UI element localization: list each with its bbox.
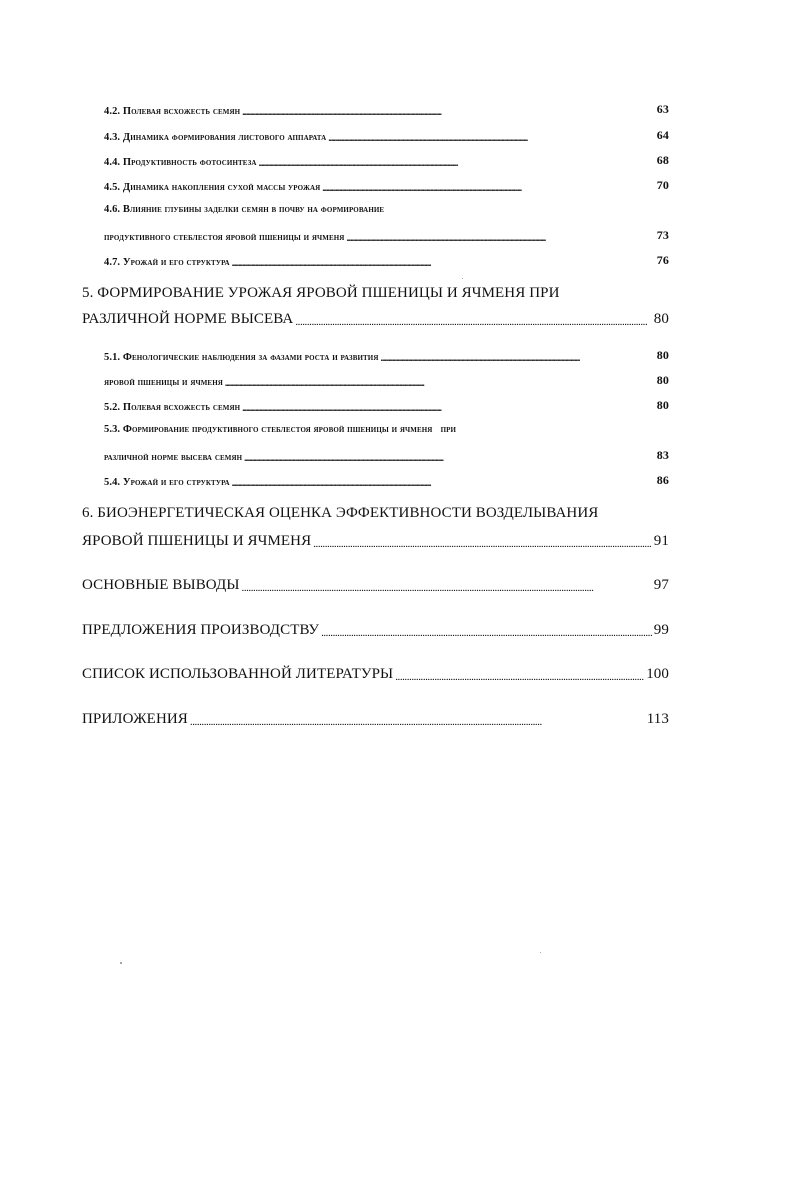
dot-leader xyxy=(190,716,645,728)
dot-leader xyxy=(242,403,655,413)
toc-chapter-5-line1[interactable]: 5. ФОРМИРОВАНИЕ УРОЖАЯ ЯРОВОЙ ПШЕНИЦЫ И ЯЧМЕНЯ ПРИ xyxy=(82,285,560,301)
toc-entry-5-2[interactable] xyxy=(0,398,669,413)
dot-leader xyxy=(242,582,652,594)
toc-entry-page: 83 xyxy=(656,448,669,462)
toc-chapter-5[interactable] xyxy=(0,311,669,328)
toc-entry-title: 5.2. Полевая всхожесть семян xyxy=(104,402,241,413)
scan-speck xyxy=(540,952,541,953)
toc-entry-title: ПРЕДЛОЖЕНИЯ ПРОИЗВОДСТВУ xyxy=(82,622,320,638)
dot-leader xyxy=(244,453,655,463)
toc-entry-title: 5.4. Урожай и его структура xyxy=(104,477,230,488)
toc-entry-4-6[interactable] xyxy=(0,228,669,243)
toc-entry-page: 99 xyxy=(653,622,669,638)
toc-entry-title: ПРИЛОЖЕНИЯ xyxy=(82,711,188,727)
toc-entry-4-5[interactable] xyxy=(0,178,669,193)
dot-leader xyxy=(232,478,655,488)
scan-speck xyxy=(462,278,463,279)
toc-entry-4-4[interactable] xyxy=(0,153,669,168)
toc-references[interactable] xyxy=(0,666,669,683)
dot-leader xyxy=(295,316,651,328)
toc-entry-page: 80 xyxy=(656,348,669,362)
toc-chapter-6[interactable] xyxy=(0,533,669,550)
toc-entry-title: 5.1. Фенологические наблюдения за фазами роста и развития xyxy=(104,352,379,363)
toc-chapter-6-line1[interactable]: 6. БИОЭНЕРГЕТИЧЕСКАЯ ОЦЕНКА ЭФФЕКТИВНОСТИ ВОЗДЕЛЫВАНИЯ xyxy=(82,505,599,521)
dot-leader xyxy=(346,233,654,243)
toc-entry-title: 4.2. Полевая всхожесть семян xyxy=(104,106,241,117)
toc-entry-page: 76 xyxy=(656,253,669,267)
dot-leader xyxy=(395,671,644,683)
dot-leader xyxy=(232,258,655,268)
toc-entry-title: 4.5. Динамика накопления сухой массы урожая xyxy=(104,182,321,193)
toc-entry-title: 4.7. Урожай и его структура xyxy=(104,257,230,268)
toc-entry-title: ЯРОВОЙ ПШЕНИЦЫ И ЯЧМЕНЯ xyxy=(82,533,312,549)
dot-leader xyxy=(313,538,652,550)
toc-entry-title: 4.4. Продуктивность фотосинтеза xyxy=(104,157,257,168)
toc-entry-4-2[interactable] xyxy=(0,102,669,117)
dot-leader xyxy=(225,378,655,388)
toc-entry-5-1[interactable] xyxy=(0,348,669,363)
toc-entry-4-6-line1[interactable]: 4.6. Влияние глубины заделки семян в почву на формирование xyxy=(104,204,385,215)
toc-entry-title: 4.3. Динамика формирования листового аппарата xyxy=(104,132,327,143)
dot-leader xyxy=(242,107,655,117)
toc-entry-title: ОСНОВНЫЕ ВЫВОДЫ xyxy=(82,577,240,593)
toc-entry-page: 80 xyxy=(653,311,669,327)
toc-entry-page: 68 xyxy=(656,153,669,167)
toc-entry-page: 73 xyxy=(656,228,669,242)
toc-entry-title: РАЗЛИЧНОЙ НОРМЕ ВЫСЕВА xyxy=(82,311,294,327)
toc-appendices[interactable] xyxy=(0,711,669,728)
dot-leader xyxy=(321,627,652,639)
toc-entry-title: продуктивного стеблестоя яровой пшеницы и ячменя xyxy=(104,232,345,243)
toc-entry-5-3-line1[interactable]: 5.3. Формирование продуктивного стеблестоя яровой пшеницы и ячменя при xyxy=(104,424,457,435)
toc-entry-page: 64 xyxy=(656,128,669,142)
toc-entry-page: 63 xyxy=(656,102,669,116)
toc-conclusions[interactable] xyxy=(0,577,669,594)
toc-entry-title: различной норме высева семян xyxy=(104,452,243,463)
toc-entry-page: 91 xyxy=(653,533,669,549)
toc-entry-page: 97 xyxy=(653,577,669,593)
dot-leader xyxy=(322,183,654,193)
toc-entry-page: 70 xyxy=(656,178,669,192)
toc-entry-title: СПИСОК ИСПОЛЬЗОВАННОЙ ЛИТЕРАТУРЫ xyxy=(82,666,394,682)
toc-entry-4-3[interactable] xyxy=(0,128,669,143)
toc-entry-page: 80 xyxy=(656,373,669,387)
toc-entry-page: 113 xyxy=(646,711,669,727)
toc-proposals[interactable] xyxy=(0,622,669,639)
scan-speck xyxy=(120,962,122,964)
toc-entry-5-4[interactable] xyxy=(0,473,669,488)
dot-leader xyxy=(328,133,654,143)
toc-entry-page: 80 xyxy=(656,398,669,412)
toc-entry-4-7[interactable] xyxy=(0,253,669,268)
toc-entry-title: яровой пшеницы и ячменя xyxy=(104,377,223,388)
toc-entry-5-1-continued[interactable] xyxy=(0,373,669,388)
toc-entry-page: 100 xyxy=(646,666,669,682)
dot-leader xyxy=(381,353,655,363)
toc-entry-page: 86 xyxy=(656,473,669,487)
toc-entry-5-3[interactable] xyxy=(0,448,669,463)
dot-leader xyxy=(259,158,655,168)
